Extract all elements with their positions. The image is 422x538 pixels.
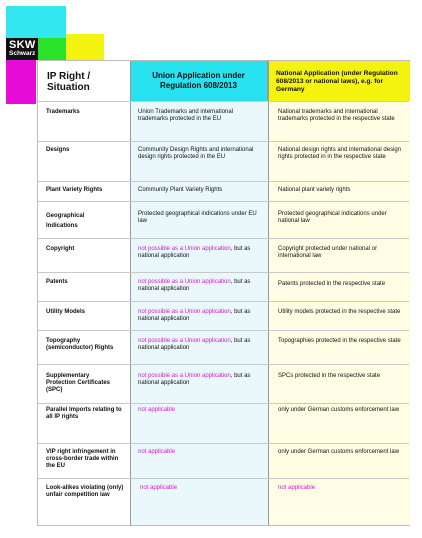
column-divider bbox=[130, 61, 131, 525]
row-label-plant-variety-rights: Plant Variety Rights bbox=[46, 187, 103, 193]
row-label-spc: Supplementary Protection Certificates (SPC) bbox=[46, 373, 111, 394]
cell-union-trademarks: Union Trademarks and international trademarks protected in the EU bbox=[138, 109, 234, 123]
national-application-text: , but as national application bbox=[138, 338, 251, 352]
row-label-trademarks: Trademarks bbox=[46, 109, 80, 115]
cell-union-plant-variety: Community Plant Variety Rights bbox=[138, 187, 223, 193]
not-possible-text: not possible as a Union application bbox=[138, 309, 231, 315]
national-application-text: , but as national application bbox=[138, 373, 251, 387]
cell-national-patents: Patents protected in the respective state bbox=[278, 281, 386, 287]
cell-national-plant-variety: National plant variety rights bbox=[278, 187, 351, 193]
logo-magenta-block bbox=[6, 60, 36, 104]
ip-rights-table bbox=[37, 60, 410, 526]
row-label-patents: Patents bbox=[46, 279, 68, 285]
cell-union-topography bbox=[138, 338, 264, 352]
row-divider bbox=[38, 101, 409, 102]
row-label-geographical-indications: Geographical Indications bbox=[46, 213, 85, 229]
national-application-text: , but as national application bbox=[138, 279, 251, 293]
row-divider bbox=[38, 443, 409, 444]
cell-union-geographical: Protected geographical indications under EU law bbox=[138, 211, 257, 225]
row-label-copyright: Copyright bbox=[46, 246, 75, 252]
cell-national-vip-infringement: only under German customs enforcement law bbox=[278, 449, 400, 455]
row-label-topography: Topography (semiconductor) Rights bbox=[46, 338, 114, 352]
row-label-designs: Designs bbox=[46, 147, 70, 153]
cell-union-look-alikes: not applicable bbox=[140, 485, 178, 491]
row-divider bbox=[38, 330, 409, 331]
row-divider bbox=[38, 272, 409, 273]
cell-national-geographical: Protected geographical indications under national law bbox=[278, 211, 387, 225]
header-national-application: National Application (under Regulation 608/2013 or national laws), e.g. for Germany bbox=[268, 61, 410, 101]
not-possible-text: not possible as a Union application bbox=[138, 338, 231, 344]
row-divider bbox=[38, 181, 409, 182]
row-divider bbox=[38, 478, 409, 479]
row-divider bbox=[38, 403, 409, 404]
logo-subtitle: Schwarz bbox=[9, 50, 36, 57]
cell-national-topography: Topographies protected in the respective state bbox=[278, 338, 401, 344]
cell-national-utility-models: Utility models protected in the respective state bbox=[278, 309, 401, 315]
cell-union-vip-infringement: not applicable bbox=[138, 449, 176, 455]
cell-union-parallel-imports: not applicable bbox=[138, 407, 176, 413]
national-application-text: , but as national application bbox=[138, 246, 251, 260]
row-divider bbox=[38, 201, 409, 202]
not-possible-text: not possible as a Union application bbox=[138, 246, 231, 252]
logo-text-block bbox=[6, 38, 38, 60]
row-label-parallel-imports: Parallel Imports relating to all IP rights bbox=[46, 407, 122, 421]
row-divider bbox=[38, 238, 409, 239]
cell-national-parallel-imports: only under German customs enforcement law bbox=[278, 407, 400, 413]
row-divider bbox=[38, 141, 409, 142]
logo-green-block bbox=[38, 38, 66, 60]
cell-national-trademarks: National trademarks and international trademarks protected in the respective state bbox=[278, 109, 395, 123]
cell-national-designs: National design rights and international design rights protected in in the respective state bbox=[278, 147, 402, 161]
row-divider bbox=[38, 364, 409, 365]
cell-union-designs: Community Design Rights and international design rights protected in the EU bbox=[138, 147, 254, 161]
header-union-application: Union Application under Regulation 608/2013 bbox=[130, 61, 268, 101]
cell-union-patents bbox=[138, 279, 264, 293]
cell-union-copyright bbox=[138, 246, 264, 260]
row-divider bbox=[38, 301, 409, 302]
not-possible-text: not possible as a Union application bbox=[138, 373, 231, 379]
national-application-text: , but as national application bbox=[138, 309, 251, 323]
header-ip-right: IP Right / Situation bbox=[47, 71, 91, 93]
logo-cyan-block bbox=[6, 6, 66, 38]
cell-national-look-alikes: not applicable bbox=[278, 485, 316, 491]
column-divider bbox=[268, 61, 269, 525]
not-possible-text: not possible as a Union application bbox=[138, 279, 231, 285]
row-label-vip-right-infringement: VIP right infringement in cross-border trade within the EU bbox=[46, 449, 119, 470]
row-label-utility-models: Utility Models bbox=[46, 309, 86, 315]
cell-union-spc bbox=[138, 373, 264, 387]
cell-union-utility-models bbox=[138, 309, 264, 323]
cell-national-spc: SPCs protected in the respective state bbox=[278, 373, 381, 379]
row-label-look-alikes: Look-alikes violating (only) unfair competition law bbox=[46, 485, 124, 499]
logo-title: SKW bbox=[9, 39, 36, 51]
cell-national-copyright: Copyright protected under national or international law bbox=[278, 246, 378, 260]
logo-yellow-block bbox=[66, 34, 104, 60]
